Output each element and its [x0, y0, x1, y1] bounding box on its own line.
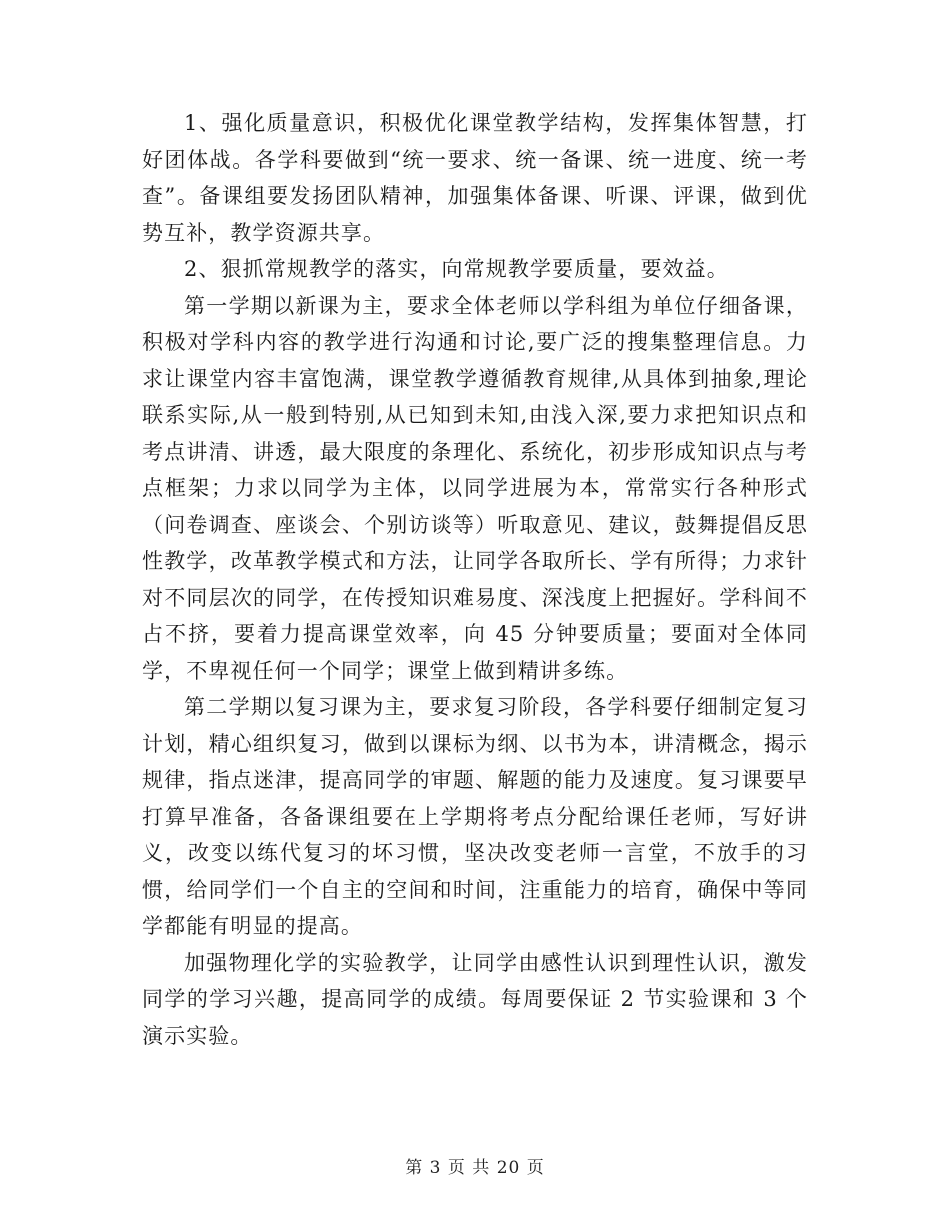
- paragraph-quality-awareness: 1、强化质量意识，积极优化课堂教学结构，发挥集体智慧，打好团体战。各学科要做到“统一要求、统一备课、统一进度、统一考查”。备课组要发扬团队精神，加强集体备课、听课、评课，做到优势互补，教学资源共享。: [142, 111, 808, 245]
- paragraph-second-semester: 第二学期以复习课为主，要求复习阶段，各学科要仔细制定复习计划，精心组织复习，做到以课标为纲、以书为本，讲清概念，揭示规律，指点迷津，提高同学的审题、解题的能力及速度。复习课要早打算早准备，各备课组要在上学期将考点分配给课任老师，写好讲义，改变以练代复习的坏习惯，坚决改变老师一言堂，不放手的习惯，给同学们一个自主的空间和时间，注重能力的培育，确保中等同学都能有明显的提高。: [142, 695, 808, 938]
- page-number-footer: 第 3 页 共 20 页: [405, 1158, 545, 1178]
- paragraph-experiment-teaching: 加强物理化学的实验教学，让同学由感性认识到理性认识，激发同学的学习兴趣，提高同学的成绩。每周要保证 2 节实验课和 3 个演示实验。: [142, 950, 808, 1048]
- paragraph-first-semester: 第一学期以新课为主，要求全体老师以学科组为单位仔细备课，积极对学科内容的教学进行沟通和讨论,要广泛的搜集整理信息。力求让课堂内容丰富饱满，课堂教学遵循教育规律,从具体到抽象,理论联系实际,从一般到特别,从已知到未知,由浅入深,要力求把知识点和考点讲清、讲透，最大限度的条理化、系统化，初步形成知识点与考点框架；力求以同学为主体，以同学进展为本，常常实行各种形式（问卷调查、座谈会、个别访谈等）听取意见、建议，鼓舞提倡反思性教学，改革教学模式和方法，让同学各取所长、学有所得；力求针对不同层次的同学，在传授知识难易度、深浅度上把握好。学科间不占不挤，要着力提高课堂效率，向 45 分钟要质量；要面对全体同学，不卑视任何一个同学；课堂上做到精讲多练。: [142, 293, 808, 683]
- document-body: [142, 105, 808, 1054]
- paragraph-routine-teaching: 2、狠抓常规教学的落实，向常规教学要质量，要效益。: [184, 257, 729, 281]
